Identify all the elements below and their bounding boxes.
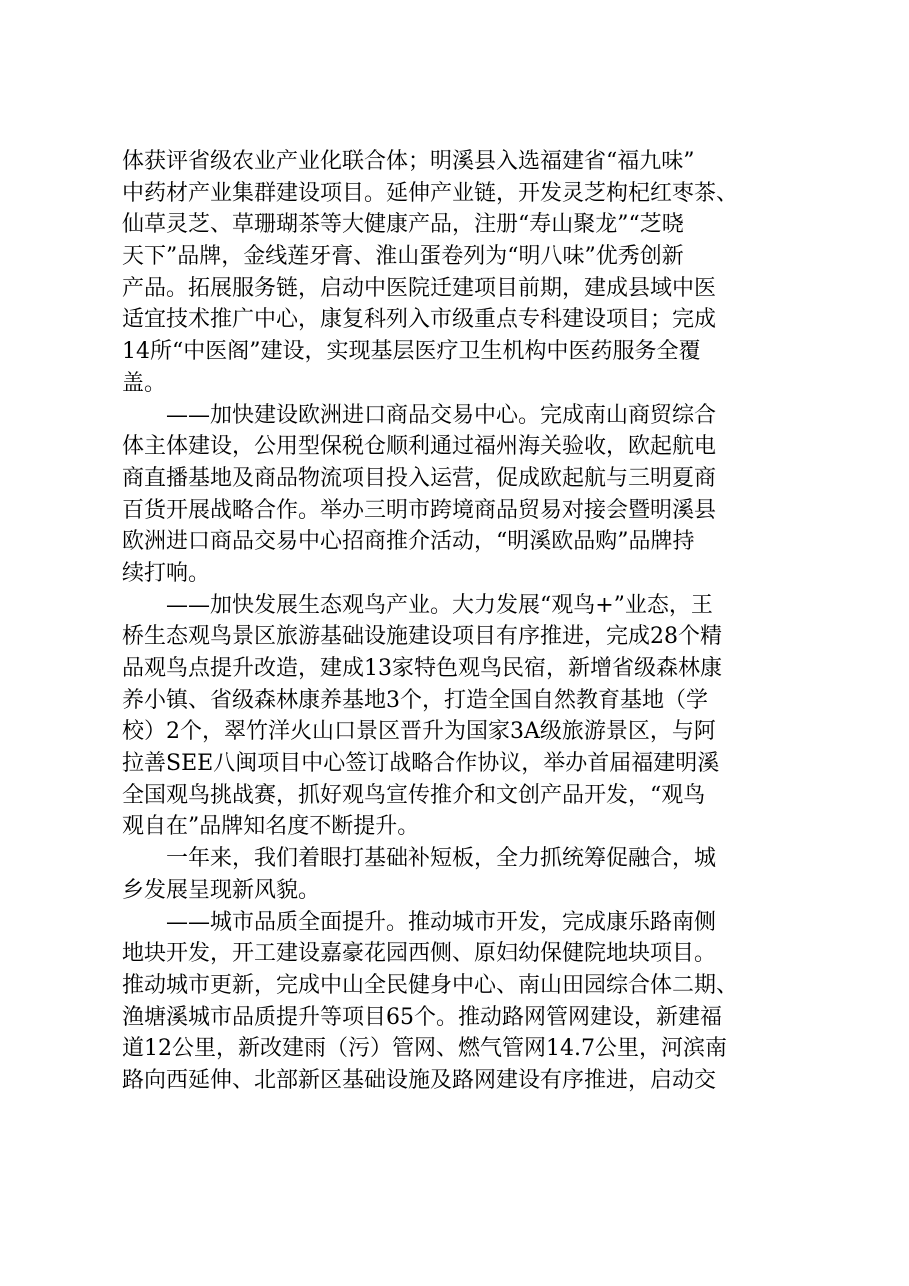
text-line: 盖。 — [122, 370, 167, 396]
text-line: 校）2个，翠竹洋火山口景区晋升为国家3A级旅游景区，与阿 — [122, 719, 716, 745]
text-line: 适宜技术推广中心，康复科列入市级重点专科建设项目；完成 — [122, 307, 717, 333]
text-line: 地块开发，开工建设嘉豪花园西侧、原妇幼保健院地块项目。 — [122, 941, 717, 967]
text-line: 商直播基地及商品物流项目投入运营，促成欧起航与三明夏商 — [122, 465, 717, 491]
text-line: 乡发展呈现新风貌。 — [122, 877, 321, 903]
text-line: 拉善SEE八闽项目中心签订战略合作协议，举办首届福建明溪 — [122, 751, 720, 777]
text-line: 道12公里，新改建雨（污）管网、燃气管网14.7公里，河滨南 — [122, 1036, 727, 1062]
document-body — [122, 146, 802, 1097]
paragraph-heading-line: ——城市品质全面提升。推动城市开发，完成康乐路南侧 — [166, 909, 717, 935]
text-line: 体主体建设，公用型保税仓顺利通过福州海关验收，欧起航电 — [122, 434, 717, 460]
text-line: 桥生态观鸟景区旅游基础设施建设项目有序推进，完成28个精 — [122, 624, 722, 650]
text-line: 渔塘溪城市品质提升等项目65个。推动路网管网建设，新建福 — [122, 1004, 722, 1030]
text-line: 推动城市更新，完成中山全民健身中心、南山田园综合体二期、 — [122, 972, 739, 998]
text-line: 天下”品牌，金线莲牙膏、淮山蛋卷列为“明八味”优秀创新 — [122, 244, 684, 270]
text-line: 欧洲进口商品交易中心招商推介活动，“明溪欧品购”品牌持 — [122, 529, 695, 555]
text-line: 品观鸟点提升改造，建成13家特色观鸟民宿，新增省级森林康 — [122, 656, 722, 681]
text-line: 14所“中医阁”建设，实现基层医疗卫生机构中医药服务全覆 — [122, 339, 701, 365]
text-line: 全国观鸟挑战赛，抓好观鸟宣传推介和文创产品开发，“观鸟 — [122, 782, 706, 808]
text-line: 百货开展战略合作。举办三明市跨境商品贸易对接会暨明溪县 — [122, 497, 717, 523]
text-line: 路向西延伸、北部新区基础设施及路网建设有序推进，启动交 — [122, 1067, 717, 1093]
paragraph-first-line: 一年来，我们着眼打基础补短板，全力抓统筹促融合，城 — [166, 846, 717, 872]
text-line: 体获评省级农业产业化联合体；明溪县入选福建省“福九味” — [122, 149, 695, 174]
paragraph-heading-line: ——加快发展生态观鸟产业。大力发展“观鸟+”业态，王 — [166, 592, 713, 618]
paragraph-heading-line: ——加快建设欧洲进口商品交易中心。完成南山商贸综合 — [166, 402, 717, 428]
text-line: 观自在”品牌知名度不断提升。 — [122, 814, 420, 840]
text-line: 续打响。 — [122, 560, 211, 586]
text-line: 产品。拓展服务链，启动中医院迁建项目前期，建成县域中医 — [122, 275, 717, 301]
text-line: 中药材产业集群建设项目。延伸产业链，开发灵芝枸杞红枣茶、 — [122, 180, 739, 206]
text-line: 仙草灵芝、草珊瑚茶等大健康产品，注册“寿山聚龙”“芝晓 — [122, 212, 684, 238]
text-line: 养小镇、省级森林康养基地3个，打造全国自然教育基地（学 — [122, 687, 708, 713]
